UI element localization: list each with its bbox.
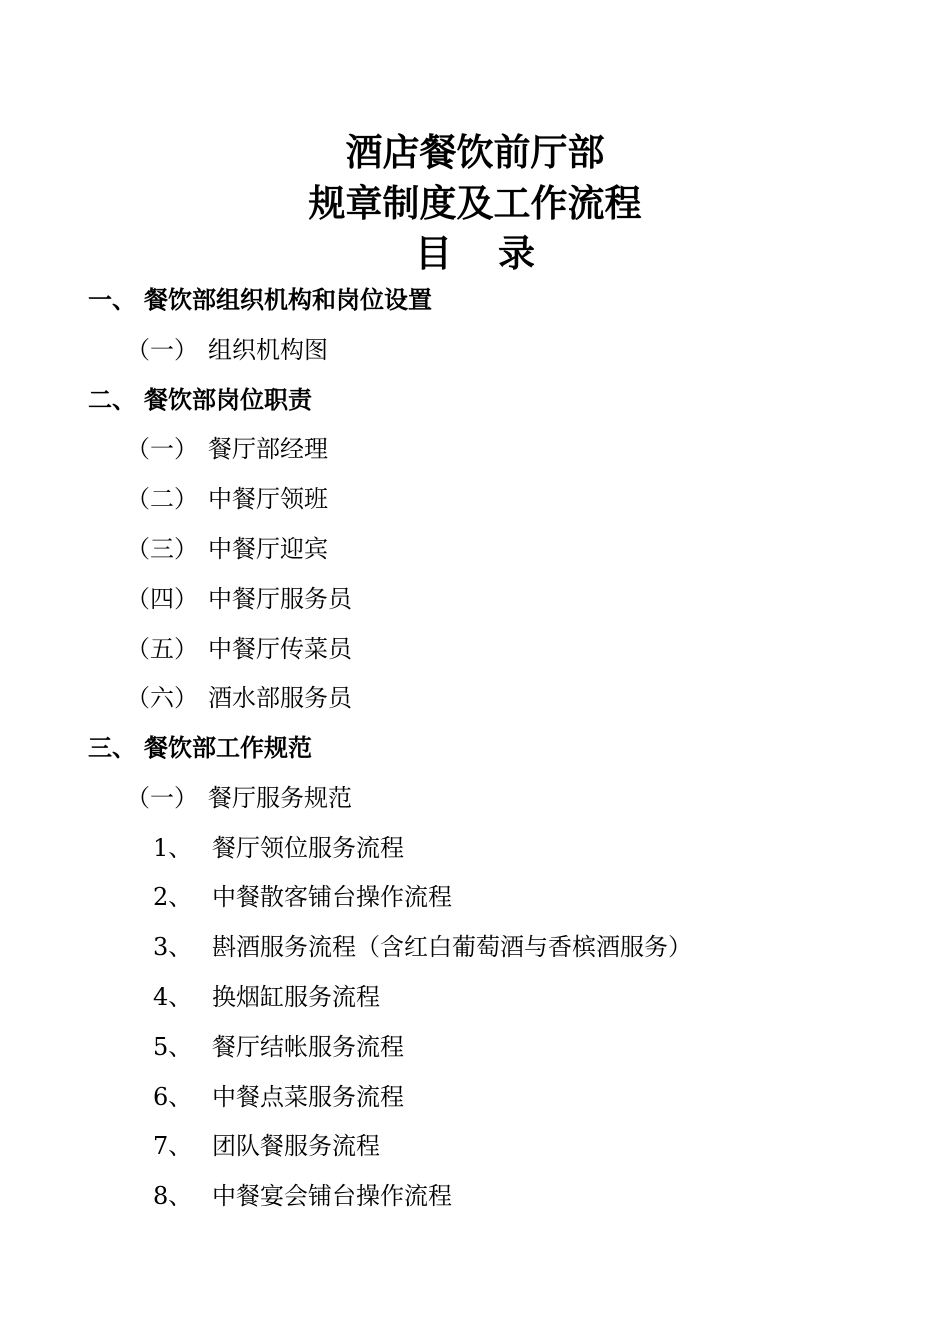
toc-number: （四） <box>126 585 198 613</box>
toc-number: 5、 <box>153 1033 193 1061</box>
toc-number: 6、 <box>153 1083 193 1111</box>
toc-text: 换烟缸服务流程 <box>212 983 380 1011</box>
toc-subsection <box>126 335 328 365</box>
toc-section-1 <box>88 285 432 315</box>
toc-text: 中餐散客铺台操作流程 <box>212 883 452 911</box>
toc-text: 团队餐服务流程 <box>212 1132 380 1160</box>
toc-text: 中餐厅传菜员 <box>208 635 352 663</box>
toc-section-3 <box>88 733 312 763</box>
toc-number: 3、 <box>153 933 193 961</box>
toc-number: 8、 <box>153 1182 193 1210</box>
toc-section-2 <box>88 385 312 415</box>
toc-item <box>153 982 380 1012</box>
toc-text: 餐厅部经理 <box>208 435 328 463</box>
toc-number: 7、 <box>153 1132 193 1160</box>
toc-text: 中餐厅服务员 <box>208 585 352 613</box>
toc-heading-char-1: 目 <box>415 231 452 275</box>
toc-number: 一、 <box>88 285 136 314</box>
toc-subsection <box>126 584 352 614</box>
toc-text: 餐饮部岗位职责 <box>144 385 312 414</box>
toc-text: 餐饮部组织机构和岗位设置 <box>144 285 432 314</box>
toc-number: （三） <box>126 535 198 563</box>
toc-text: 中餐宴会铺台操作流程 <box>212 1182 452 1210</box>
document-subtitle: 规章制度及工作流程 <box>308 181 642 225</box>
toc-number: 4、 <box>153 983 193 1011</box>
toc-subsection <box>126 434 328 464</box>
toc-text: 中餐厅迎宾 <box>208 535 328 563</box>
toc-subsection <box>126 484 328 514</box>
toc-text: 餐厅服务规范 <box>208 784 352 812</box>
toc-number: 三、 <box>88 733 136 762</box>
toc-text: 斟酒服务流程（含红白葡萄酒与香槟酒服务） <box>212 933 692 961</box>
toc-item <box>153 1181 452 1211</box>
toc-text: 组织机构图 <box>208 336 328 364</box>
toc-item <box>153 1082 404 1112</box>
toc-number: （五） <box>126 635 198 663</box>
toc-text: 餐厅结帐服务流程 <box>212 1033 404 1061</box>
toc-number: （六） <box>126 684 198 712</box>
toc-subsection <box>126 783 352 813</box>
toc-item <box>153 1032 404 1062</box>
toc-subsection <box>126 634 352 664</box>
toc-subsection <box>126 683 352 713</box>
toc-number: 2、 <box>153 883 193 911</box>
toc-number: 二、 <box>88 385 136 414</box>
toc-text: 酒水部服务员 <box>208 684 352 712</box>
toc-heading-char-2: 录 <box>498 231 535 275</box>
toc-number: （一） <box>126 784 198 812</box>
toc-text: 餐饮部工作规范 <box>144 733 312 762</box>
toc-text: 中餐点菜服务流程 <box>212 1083 404 1111</box>
toc-item <box>153 882 452 912</box>
toc-number: （二） <box>126 485 198 513</box>
toc-item <box>153 1131 380 1161</box>
toc-number: （一） <box>126 435 198 463</box>
toc-item <box>153 833 404 863</box>
toc-text: 餐厅领位服务流程 <box>212 834 404 862</box>
toc-heading <box>0 231 950 275</box>
toc-number: （一） <box>126 336 198 364</box>
toc-item <box>153 932 692 962</box>
toc-number: 1、 <box>153 834 193 862</box>
toc-subsection <box>126 534 328 564</box>
toc-text: 中餐厅领班 <box>208 485 328 513</box>
document-title: 酒店餐饮前厅部 <box>345 130 605 174</box>
